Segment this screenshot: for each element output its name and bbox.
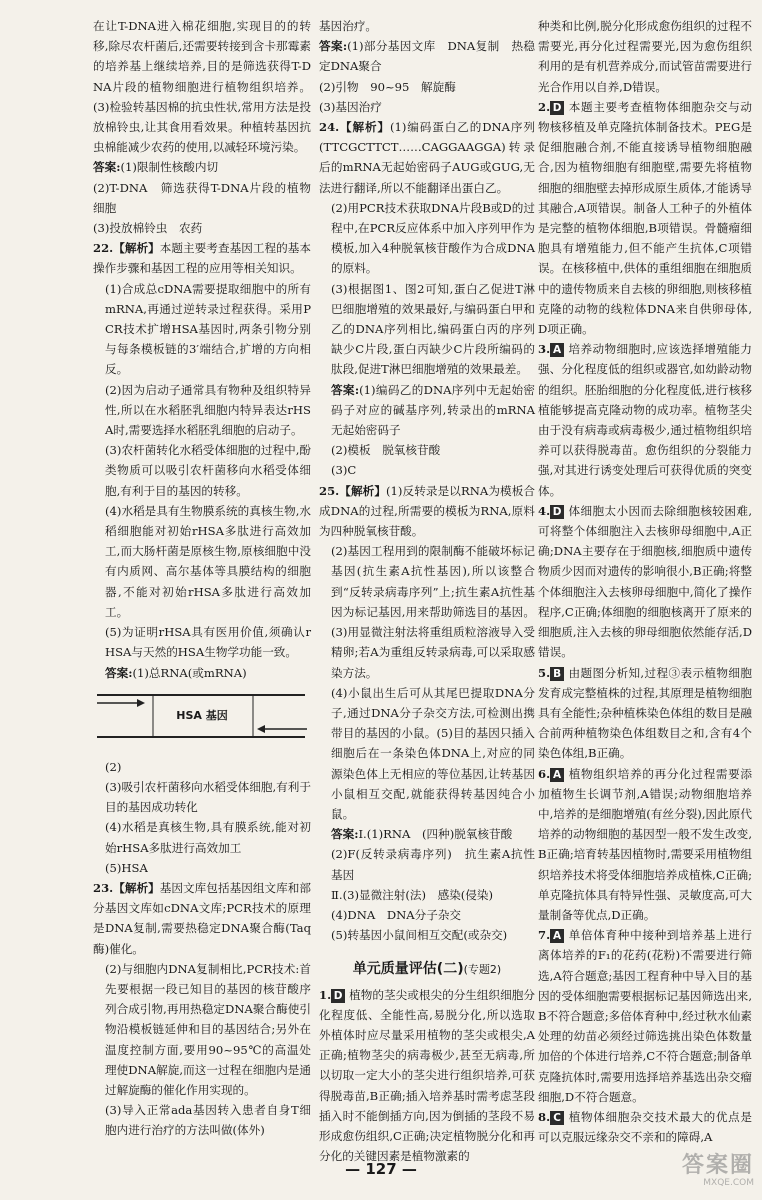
answer-line: (2)F(反转录病毒序列) 抗生素A抗性基因 [331,847,535,882]
paragraph: (4)水稻是具有生物膜系统的真核生物,水稻细胞能对初始rHSA多肽进行高效加工,而大肠杆菌是原核生物,原核细胞中没有内质网、高尔基体等具膜结构的细胞器,不能对初始rHSA多肽进行高效加工。 [105,503,311,619]
question-number: 22. [93,241,114,256]
answer-line: (3)投放棉铃虫 农药 [93,221,203,236]
paragraph: 培养动物细胞时,应该选择增殖能力强、分化程度低的组织或器官,如幼龄动物的组织。胚胎细胞的分化程度低,进行核移植能够提高克隆动物的成功率。植物茎尖由于没有病毒或病毒极少,通过植物组织培养可以获得脱毒苗。愈伤组织的分裂能力强,对其进行诱变处理后可获得优质的突变体。 [538,342,752,498]
paragraph: 植物的茎尖或根尖的分生组织细胞分化程度低、全能性高,易脱分化,所以选取外植体时应尽量采用植物的茎尖或根尖,A正确;植物茎尖的病毒极少,甚至无病毒,所以切取一定大小的茎尖进行组织培养,可获得脱毒苗,B正确;插入培养基时需考虑茎段插入时不能倒插方向,因为倒插的茎段不易形成愈伤组织,C正确;决定植物脱分化和再分化的关键因素是植物激素的 [319,987,535,1164]
paragraph: (2)用PCR技术获取DNA片段B或D的过程中,在PCR反应体系中加入序列甲作为模板,加入4种脱氧核苷酸作为合成DNA的原料。 [331,200,535,276]
answer-choice-box: A [550,343,564,357]
paragraph: (3)根据图1、图2可知,蛋白乙促进T淋巴细胞增殖的效果最好,与编码蛋白甲和乙的DNA序列相比,编码蛋白丙的序列缺少C片段,蛋白丙缺少C片段所编码的肽段,促进T淋巴细胞增殖的效果最差。 [331,281,535,377]
answer-line: (4)水稻是真核生物,具有膜系统,能对初始rHSA多肽进行高效加工 [105,820,311,855]
analysis-tag: 【解析】 [339,483,387,498]
answer-line: (2)模板 脱氧核苷酸 [331,443,441,458]
paragraph: 植物组织培养的再分化过程需要添加植物生长调节剂,A错误;动物细胞培养中,培养的是细胞增殖(有丝分裂),因此原代培养的动物细胞的基因型一般不发生改变,B正确;培育转基因植物时,需要采用植物组织培养技术将受体细胞培养成植株,C正确;单克隆抗体具有特异性强、灵敏度高,可大量制备等优点,D正确。 [538,766,752,922]
answer-line: (3)C [331,463,357,478]
answer-line: Ⅰ.(1)RNA (四种)脱氧核苷酸 [358,827,513,842]
answer-label: 答案: [105,665,133,680]
hsa-gene-diagram [93,689,311,751]
paragraph: 植物体细胞杂交技术最大的优点是可以克服远缘杂交不亲和的障碍,A [538,1109,752,1145]
question-number: 6. [538,766,551,781]
question-number: 7. [538,928,551,943]
section-title-text: 单元质量评估(二) [352,961,464,978]
answer-line: (3)基因治疗 [319,99,382,114]
answer-label: 答案: [331,382,360,397]
paragraph: (2)基因工程用到的限制酶不能破坏标记基因(抗生素A抗性基因),所以该整合到“反转录病毒序列”上;抗生素A抗性基因为标记基因,用来帮助筛选目的基因。(3)用显微注射法将重组质粒溶液导入受精卵;若A为重组反转录病毒,可以采取感染方法。 [331,544,535,680]
column-left [93,16,311,1141]
question-number: 23. [93,880,114,895]
answer-line: (4)DNA DNA分子杂交 [331,907,462,922]
answer-choice-box: D [550,101,564,115]
answer-line: (2)T-DNA 筛选获得T-DNA片段的植物细胞 [93,180,311,215]
answer-line: (2)引物 90~95 解旋酶 [319,79,456,94]
paragraph: 种类和比例,脱分化形成愈伤组织的过程不需要光,再分化过程需要光,因为愈伤组织利用的是有机营养成分,而试管苗需要进行光合作用以自养,D错误。 [538,19,752,94]
question-number: 24. [319,120,340,135]
paragraph: 由题图分析知,过程③表示植物细胞发育成完整植株的过程,其原理是植物细胞具有全能性;杂种植株染色体组的数目是融合前两种植物染色体组数目之和,含有4个染色体组,B正确。 [538,665,752,761]
answer-choice-box: D [550,505,564,519]
paragraph: (5)为证明rHSA具有医用价值,须确认rHSA与天然的HSA生物学功能一致。 [105,625,311,660]
paragraph: 基因文库包括基因组文库和部分基因文库如cDNA文库;PCR技术的原理是DNA复制,需要热稳定DNA聚合酶(Taq酶)催化。 [93,880,311,956]
site-watermark [614,1154,754,1194]
question-number: 8. [538,1109,551,1124]
watermark-url: MXQE.COM [703,1178,754,1188]
section-subtitle: (专题2) [463,963,502,977]
paragraph: (4)小鼠出生后可从其尾巴提取DNA分子,通过DNA分子杂交方法,可检测出携带目的基因的小鼠。(5)目的基因只插入细胞后在一条染色体DNA上,对应的同源染色体上无相应的等位基因,让转基因小鼠相互交配,就能获得转基因纯合小鼠。 [331,685,535,821]
gene-label: HSA 基因 [176,708,228,722]
answer-choice-box: B [550,667,564,681]
paragraph: (3)导入正常ada基因转入患者自身T细胞内进行治疗的方法叫做(体外) [105,1103,311,1138]
answer-line: (1)限制性核酸内切 [120,160,219,175]
question-number: 3. [538,342,551,357]
watermark-logo-text: 答案圈 [681,1153,754,1178]
answer-choice-box: A [550,929,564,943]
analysis-tag: 【解析】 [113,880,160,895]
answer-choice-box: D [331,989,345,1003]
answer-choice-box: C [550,1111,564,1125]
answer-line: Ⅱ.(3)显微注射(法) 感染(侵染) [331,887,494,902]
answer-line: (3)吸引农杆菌移向水稻受体细胞,有利于目的基因成功转化 [105,779,311,815]
question-number: 1. [319,987,332,1002]
question-number: 25. [319,483,340,498]
answer-line: (1)编码乙的DNA序列中无起始密码子对应的碱基序列,转录出的mRNA无起始密码子 [331,382,535,438]
answer-line: (2) [105,759,122,774]
paragraph: (2)与细胞内DNA复制相比,PCR技术:首先要根据一段已知目的基因的核苷酸序列合成引物,再用热稳定DNA聚合酶使引物沿模板链延伸和目的基因结合;另外在温度控制方面,要用90~95℃的高温处理使DNA解旋,而这一过程在细胞内是通过解旋酶的催化作用实现的。 [105,961,311,1097]
answer-line: (1)总RNA(或mRNA) [132,665,247,680]
page-number: — 127 — [345,1160,417,1178]
paragraph: (3)农杆菌转化水稻受体细胞的过程中,酚类物质可以吸引农杆菌移向水稻受体细胞,有利于目的基因的转移。 [105,443,311,498]
paragraph: 体细胞太小因而去除细胞核较困难,可将整个体细胞注入去核卵母细胞中,A正确;DNA主要存在于细胞核,细胞质中遗传物质少因而对遗传的影响很小,B正确;将整个体细胞注入去核卵母细胞中,简化了操作程序,C正确;体细胞的细胞核离开了原来的细胞质,注入去核的卵母细胞依然能存活,D错误。 [538,503,752,660]
section-title [319,959,535,980]
answer-line: (5)转基因小鼠间相互交配(或杂交) [331,928,508,943]
paragraph: (2)因为启动子通常具有物种及组织特异性,所以在水稻胚乳细胞内特异表达rHSA时,需要选择水稻胚乳细胞的启动子。 [105,382,311,438]
paragraph: (1)合成总cDNA需要提取细胞中的所有mRNA,再通过逆转录过程获得。采用PCR技术扩增HSA基因时,两条引物分别与每条模板链的3′端结合,扩增的方向相反。 [105,281,311,377]
paragraph: 本题主要考查基因工程的基本操作步骤和基因工程的应用等相关知识。 [93,241,311,276]
answer-label: 答案: [331,827,359,842]
paragraph: 单倍体育种中接种到培养基上进行离体培养的F₁的花药(花粉)不需要进行筛选,A符合题意;基因工程育种中导入目的基因的受体细胞需要根据标记基因筛选出来,B不符合题意;多倍体育种中,经过秋水仙素处理的幼苗必须经过筛选挑出染色体数量加倍的个体进行培养,C不符合题意;制备单克隆抗体时,需要用选择培养基选出杂交瘤细胞,D不符合题意。 [538,928,752,1104]
analysis-tag: 【解析】 [339,120,390,135]
answer-label: 答案: [93,160,121,175]
question-number: 5. [538,665,551,680]
paragraph: 基因治疗。 [319,19,377,33]
paragraph: 在让T-DNA进入棉花细胞,实现目的的转移,除尽农杆菌后,还需要转接到含卡那霉素的培养基上继续培养,目的是筛选获得T-DNA片段的植物细胞进行植物组织培养。(3)检验转基因棉的抗虫性状,常用方法是投放棉铃虫,让其食用看效果。种植转基因抗虫棉能减少农药的使用,以减轻环境污染。 [93,19,311,155]
answer-line: (5)HSA [105,860,148,875]
paragraph: (1)编码蛋白乙的DNA序列(TTCGCTTCT……CAGGAAGGA)转录后的mRNA无起始密码子AUG或GUG,无法进行翻译,所以不能翻译出蛋白乙。 [319,120,535,195]
question-number: 4. [538,503,551,518]
paragraph: (1)反转录是以RNA为模板合成DNA的过程,所需要的模板为RNA,原料为四种脱氧核苷酸。 [319,483,535,539]
paragraph: 本题主要考查植物体细胞杂交与动物核移植及单克隆抗体制备技术。PEG是促细胞融合剂,不能直接诱导植物细胞融合,因为植物细胞有细胞壁,需要先将植物细胞的细胞壁去掉形成原生质体,才能诱导其融合,A项错误。制备人工种子的外植体是完整的植物体细胞,B项错误。骨髓瘤细胞具有增殖能力,但不能产生抗体,C项错误。在核移植中,供体的重组细胞在细胞质中的遗传物质来自去核的卵细胞,则核移植克隆的动物的线粒体DNA来自供卵母体,D项正确。 [538,99,752,337]
analysis-tag: 【解析】 [113,241,160,256]
column-right [538,16,752,1147]
answer-choice-box: A [550,768,564,782]
question-number: 2. [538,99,551,114]
column-middle [319,16,535,1166]
answer-line: (1)部分基因文库 DNA复制 热稳定DNA聚合 [319,39,535,74]
answer-label: 答案: [319,39,348,54]
